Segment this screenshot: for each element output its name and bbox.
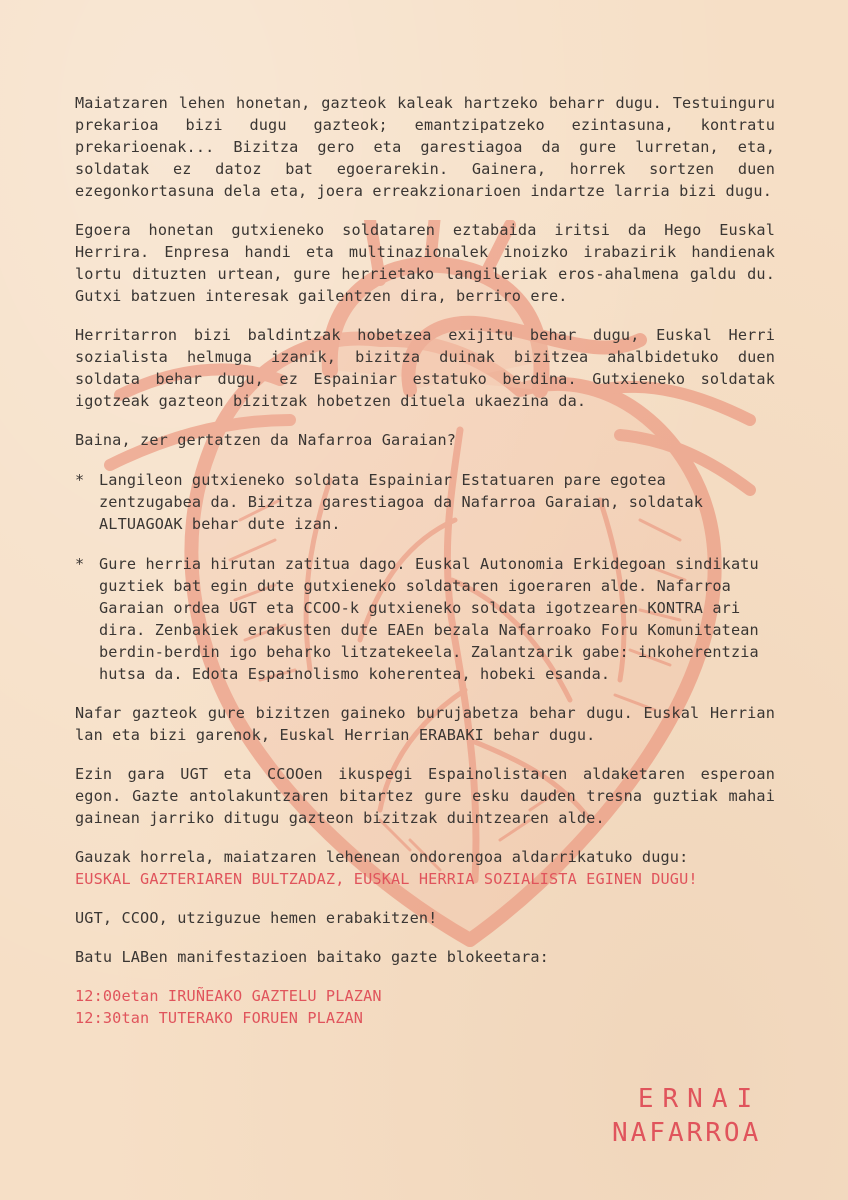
paragraph-minimum-wage: Egoera honetan gutxieneko soldataren eztabaida iritsi da Hego Euskal Herrira. Enpresa handi eta multinazionalek inoizko irabazirik handienak lortu dituzten urtean, gure herrietako langileriak eros-ahalmena galdu du. Gutxi batzuen interesak gailentzen dira, berriro ere.: [75, 221, 775, 305]
paragraph-organization: Ezin gara UGT eta CCOOen ikuspegi Espainolistaren aldaketaren esperoan egon. Gazte antolakuntzaren bitartez gure esku dauden tresna guztiak mahai gainean jarriko ditugu gazteon bizitzak duintzearen alde.: [75, 765, 775, 827]
event-tudela: 12:30tan TUTERAKO FORUEN PLAZAN: [75, 1009, 364, 1027]
document-body: [75, 92, 775, 1029]
logo-line-nafarroa: NAFARROA: [612, 1118, 762, 1148]
events-list: [75, 985, 775, 1029]
bullet-marker: *: [75, 555, 85, 573]
paragraph-intro: Maiatzaren lehen honetan, gazteok kaleak hartzeko beharr dugu. Testuinguru prekarioa bizi dugu gazteok; emantzipatzeko ezintasuna, kontratu prekarioenak... Bizitza gero eta garestiagoa da gure lurretan, eta, soldatak ez datoz bat egoerarekin. Gainera, horrek sortzen duen ezegonkortasuna dela eta, joera erreakzionarioen indartze larria bizi dugu.: [75, 94, 775, 200]
paragraph-call: Gauzak horrela, maiatzaren lehenean ondorengoa aldarrikatuko dugu:: [75, 848, 689, 866]
paragraph-blocks: Batu LABen manifestazioen baitako gazte blokeetara:: [75, 948, 549, 966]
event-pamplona: 12:00etan IRUÑEAKO GAZTELU PLAZAN: [75, 987, 382, 1005]
ernai-nafarroa-logo: [612, 1082, 777, 1150]
logo-line-ernai: ERNAI: [637, 1084, 762, 1114]
slogan: EUSKAL GAZTERIAREN BULTZADAZ, EUSKAL HERRIA SOZIALISTA EGINEN DUGU!: [75, 870, 698, 888]
paragraph-demands: Herritarron bizi baldintzak hobetzea exijitu behar dugu, Euskal Herri sozialista helmuga izanik, bizitza duinak bizitzea ahalbidetuko duen soldata behar dugu, ez Espainiar estatuko berdina. Gutxieneko soldatak igotzeak gazteon bizitzak hobetzen dituela ukaezina da.: [75, 326, 775, 410]
bullet-text: Gure herria hirutan zatitua dago. Euskal Autonomia Erkidegoan sindikatu guztiek bat egin dute gutxieneko soldataren igoeraren alde. Nafarroa Garaian ordea UGT eta CCOO-k gutxieneko soldata igotzearen KONTRA ari dira. Zenbakiek erakusten dute EAEn bezala Nafarroako Foru Komunitatean berdin-berdin igo beharko litzatekeela. Zalantzarik gabe: inkoherentzia hutsa da. Edota Espainolismo koherentea, hobeki esanda.: [99, 555, 759, 683]
paragraph-sovereignty: Nafar gazteok gure bizitzen gaineko burujabetza behar dugu. Euskal Herrian lan eta bizi garenok, Euskal Herrian ERABAKI behar dugu.: [75, 704, 775, 744]
bullet-text: Langileon gutxieneko soldata Espainiar Estatuaren pare egotea zentzugabea da. Bizitza garestiagoa da Nafarroa Garaian, soldatak ALTUAGOAK behar dute izan.: [99, 471, 704, 533]
paragraph-unions: UGT, CCOO, utziguzue hemen erabakitzen!: [75, 909, 438, 927]
paragraph-question: Baina, zer gertatzen da Nafarroa Garaian?: [75, 431, 457, 449]
list-item: [75, 553, 775, 685]
list-item: [75, 469, 775, 535]
bullet-marker: *: [75, 471, 85, 489]
